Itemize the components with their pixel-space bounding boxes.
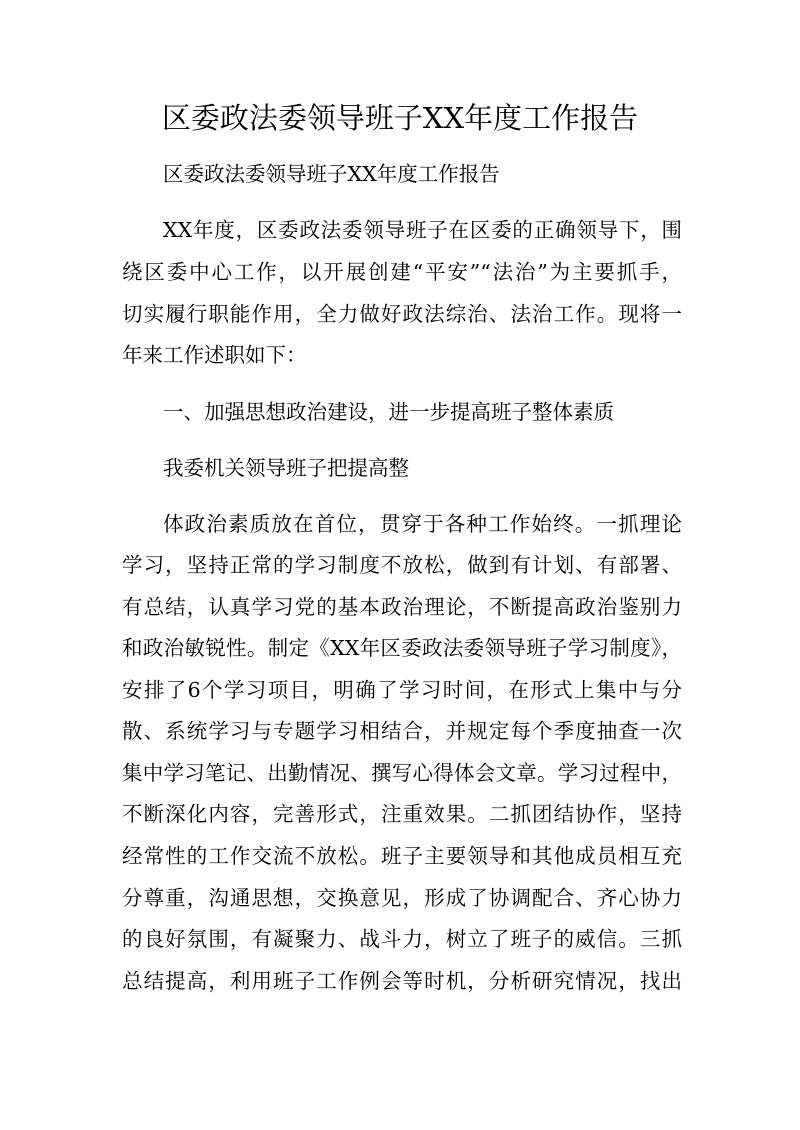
paragraph-line: 绕区委中心工作，以开展创建“平安”“法治”为主要抓手， <box>122 260 682 284</box>
paragraph-line: 的良好氛围，有凝聚力、战斗力，树立了班子的威信。三抓 <box>122 927 682 951</box>
paragraph-line: 体政治素质放在首位，贯穿于各种工作始终。一抓理论 <box>163 512 682 536</box>
paragraph-line: 我委机关领导班子把提高整 <box>163 456 409 480</box>
document-title: 区委政法委领导班子XX年度工作报告 <box>161 101 639 135</box>
paragraph-line: XX年度，区委政法委领导班子在区委的正确领导下，围 <box>163 218 682 242</box>
paragraph-line: 总结提高，利用班子工作例会等时机，分析研究情况，找出 <box>122 969 682 993</box>
paragraph-line: 安排了6个学习项目，明确了学习时间，在形式上集中与分 <box>122 678 682 702</box>
paragraph-line: 切实履行职能作用，全力做好政法综治、法治工作。现将一 <box>122 302 682 326</box>
paragraph-line: 学习，坚持正常的学习制度不放松，做到有计划、有部署、 <box>122 553 682 577</box>
paragraph-line: 分尊重，沟通思想，交换意见，形成了协调配合、齐心协力 <box>122 886 682 910</box>
document-subtitle: 区委政法委领导班子XX年度工作报告 <box>163 162 500 186</box>
paragraph-line: 集中学习笔记、出勤情况、撰写心得体会文章。学习过程中， <box>122 761 682 785</box>
paragraph-line: 和政治敏锐性。制定《XX年区委政法委领导班子学习制度》， <box>122 636 682 660</box>
section-heading: 一、加强思想政治建设，进一步提高班子整体素质 <box>163 400 614 424</box>
paragraph-line: 不断深化内容，完善形式，注重效果。二抓团结协作，坚持 <box>122 802 682 826</box>
paragraph-line: 散、系统学习与专题学习相结合，并规定每个季度抽查一次 <box>122 719 682 743</box>
paragraph-line: 有总结，认真学习党的基本政治理论，不断提高政治鉴别力 <box>122 595 682 619</box>
paragraph-line: 年来工作述职如下： <box>122 343 307 367</box>
paragraph-line: 经常性的工作交流不放松。班子主要领导和其他成员相互充 <box>122 844 682 868</box>
